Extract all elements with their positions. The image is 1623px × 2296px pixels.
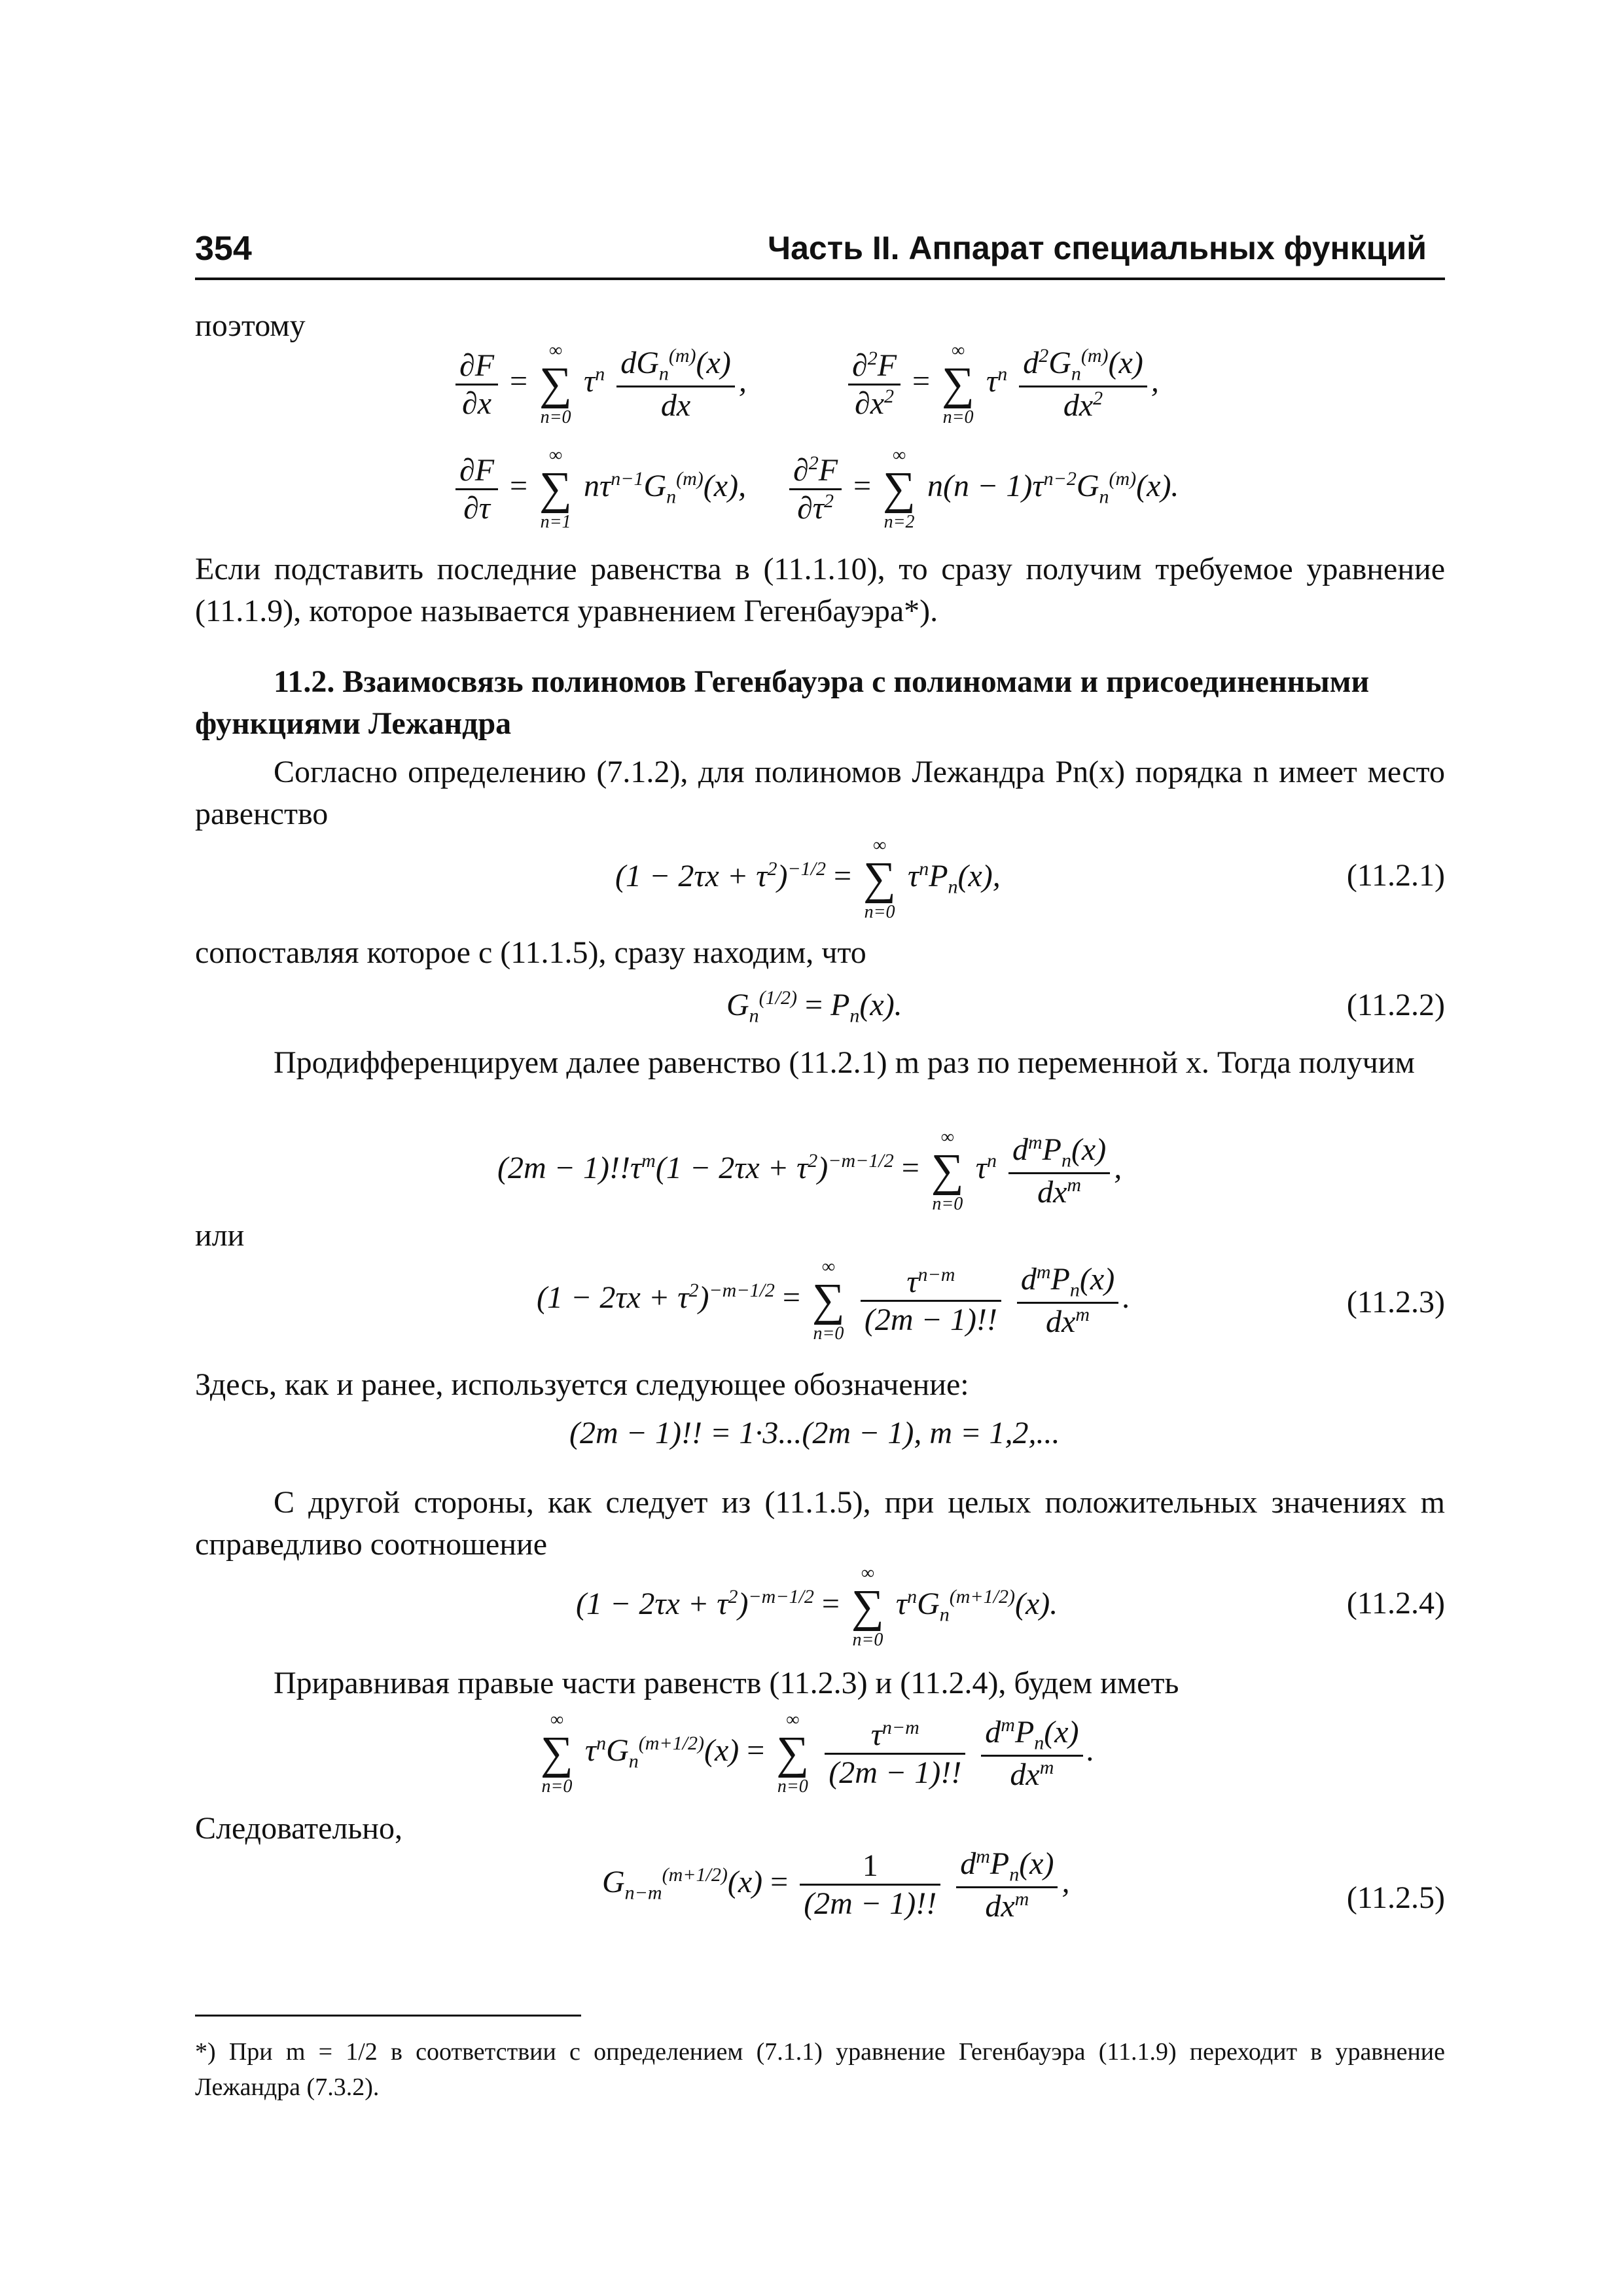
formula-11-2-5: $G_{n-m}^{(m+1/2)}(x)$ = $\frac{1}{(2m - 1)!!}$ $\frac{d^mP_n(x)}{dx^m}$ , [602,1846,1070,1924]
page-number: 354 [195,230,252,268]
formula-11-2-3: $(1 - 2\tau x + \tau^2)^{-m-1/2}$ = ∞ ∑ n=0 $\frac{\tau^{n-m}}{(2m - 1)!!}$ $\frac{d^mP_n(x)}{dx^m}$ . [537,1257,1131,1344]
formula-differentiated: $(2m - 1)!!\tau^m(1 - 2\tau x + \tau^2)^{-m-1/2}$ = ∞ ∑ n=0 $\tau^n$ $\frac{d^mP_n(x)}{dx^m}$ , [497,1127,1122,1214]
equation-number-11-2-3: (11.2.3) [1346,1285,1445,1319]
paragraph-differentiate: Продифференцируем далее равенство (11.2.1) m раз по переменной x. Тогда получим [274,1045,1415,1080]
equation-number-11-2-2: (11.2.2) [1346,988,1445,1022]
equation-number-11-2-5: (11.2.5) [1346,1880,1445,1915]
paragraph-substitute: Если подставить последние равенства в (11.1.10), то сразу получим требуемое уравнение (11.1.9), которое называется уравнением Гегенбауэра*). [195,552,1445,628]
paragraph-notation: Здесь, как и ранее, используется следующее обозначение: [195,1367,969,1402]
formula-11-2-4: $(1 - 2\tau x + \tau^2)^{-m-1/2}$ = ∞ ∑ n=0 $\tau^nG_n^{(m+1/2)}(x)$. [576,1563,1058,1650]
formula-d2F-dx2: $\frac{\partial^2F}{\partial x^2}$ = ∞ ∑ n=0 $\tau^n$ $\frac{d^2G_n^{(m)}(x)}{dx^2}$ , [844,340,1159,428]
formula-double-factorial: (2m − 1)!! = 1·3...(2m − 1), m = 1,2,... [569,1416,1060,1450]
paragraph-equating: Приравнивая правые части равенств (11.2.3) и (11.2.4), будем иметь [274,1666,1179,1700]
formula-equated-sums: ∞ ∑ n=0 $\tau^nG_n^{(m+1/2)}(x)$ = ∞ ∑ n=0 $\frac{\tau^{n-m}}{(2m - 1)!!}$ $\frac{d^mP_n(x)}{dx^m}$ . [541,1710,1095,1797]
formula-11-2-1: $(1 - 2\tau x + \tau^2)^{-1/2}$ = ∞ ∑ n=0 $\tau^nP_n(x)$, [615,835,1001,922]
equation-number-11-2-1: (11.2.1) [1346,858,1445,893]
section-heading: 11.2. Взаимосвязь полиномов Гегенбауэра с полиномами и присоединенными функциями Лежандра [195,664,1370,741]
paragraph-other-side: С другой стороны, как следует из (11.1.5), при целых положительных значениях m справедливо соотношение [195,1485,1445,1562]
formula-d2F-dtau2: $\frac{\partial^2F}{\partial\tau^2}$ = ∞ ∑ n=2 $n(n - 1)\tau^{n-2}G_n^{(m)}(x)$. [785,445,1179,533]
paragraph-compare: сопоставляя которое с (11.1.5), сразу находим, что [195,935,866,970]
header-rule [195,278,1445,280]
intro-word: поэтому [195,308,306,343]
word-or: или [195,1218,245,1253]
formula-11-2-2: $G_n^{(1/2)} = P_n(x)$. [726,987,902,1027]
formula-dF-dtau: $\frac{\partial F}{\partial\tau}$ = ∞ ∑ n=1 $n\tau^{n-1}G_n^{(m)}(x)$, [452,445,746,533]
paragraph-therefore: Следовательно, [195,1811,402,1846]
paragraph-legendre: Согласно определению (7.1.2), для полиномов Лежандра Pn(x) порядка n имеет место равенство [195,755,1445,831]
equation-number-11-2-4: (11.2.4) [1346,1586,1445,1621]
formula-dF-dx: $\frac{\partial F}{\partial x}$ = ∞ ∑ n=0 $\tau^n$ $\frac{dG_n^{(m)}(x)}{dx}$ , [452,340,747,428]
footnote-rule [195,2015,581,2017]
footnote: *) При m = 1/2 в соответствии с определением (7.1.1) уравнение Гегенбауэра (11.1.9) переходит в уравнение Лежандра (7.3.2). [195,2038,1445,2101]
running-title: Часть II. Аппарат специальных функций [767,230,1427,266]
